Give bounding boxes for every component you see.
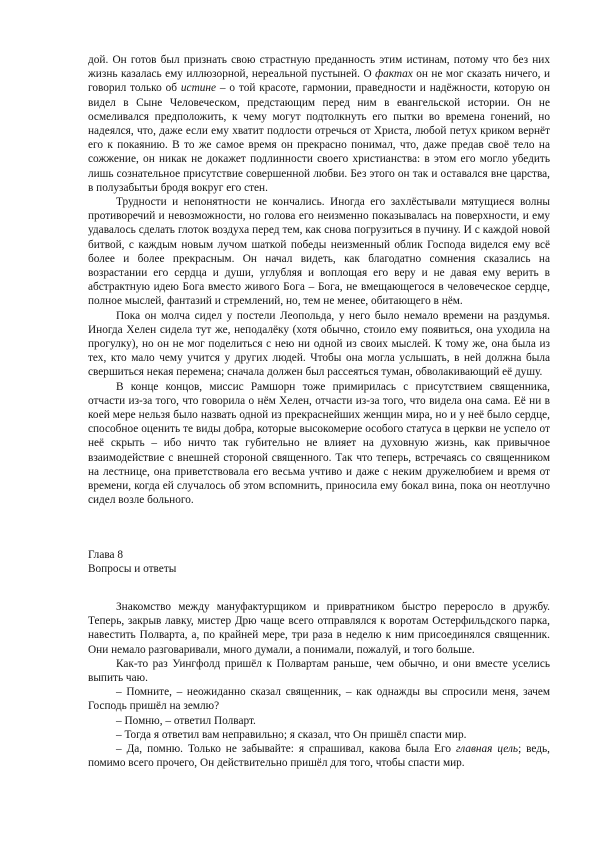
text-run: он не мог сказать ничего, и говорил только об — [88, 68, 550, 95]
emphasis-text: фактах — [375, 68, 413, 81]
text-run: – о той красоте, гармонии, праведности и надёжности, которую он видел в Сыне Человеческом, предстающим перед ним в евангельской истории. Он не осмеливался предположить, к чему могут подтолкнуть его пытки во времена гонений, но надеялся, что, даже если ему хватит подлости отречься от Христа, любой петух криком вернёт его к покаянию. В то же самое время он прекрасно понимал, что, даже предав своё тело на сожжение, он никак не докажет подлинности своего христианства: в этом его могло убедить лишь сознательное присутствие совершенной любви. Без этого он так и оставался вне царства, в полузабытьи бродя вокруг его стен. — [88, 82, 550, 194]
paragraph: В конце концов, миссис Рамшорн тоже примирилась с присутствием священника, отчасти из-за того, что говорила о нём Хелен, отчасти из-за того, что видела она сама. Её ни в коей мере нельзя было назвать одной из прекраснейших женщин мира, но и у неё было сердце, способное оценить те виды добра, которые высокомерие особого статуса в церкви не успело от неё скрыть – ибо ничто так губительно не влияет на духовную жизнь, как привычное взаимодействие с внешней стороной священного. Так что теперь, встречаясь со священником на лестнице, она приветствовала его весьма учтиво и даже с неким дружелюбием и время от времени, когда ей случалось об этом вспомнить, приносила ему бокал вина, пока он неотлучно сидел возле больного. — [88, 380, 550, 507]
chapter-title: Вопросы и ответы — [88, 562, 177, 575]
text-run: – Да, помню. Только не забывайте: я спрашивал, какова была Его — [116, 742, 456, 755]
dialogue-line: – Тогда я ответил вам неправильно; я сказал, что Он пришёл спасти мир. — [116, 728, 467, 741]
dialogue-line: – Помню, – ответил Полварт. — [116, 714, 256, 727]
spacer — [88, 576, 550, 600]
emphasis-text: истине — [180, 82, 216, 95]
paragraph: Трудности и непонятности не кончались. Иногда его захлёстывали мятущиеся волны противоречий и невозможности, но голова его неизменно показывалась на поверхности, и ему удавалось сделать глоток воздуха перед тем, как снова погрузиться в пучину. И с каждой новой битвой, с каждым новым лучом шаткой победы неизменный облик Господа виделся ему всё более и более прекрасным. Он начал видеть, как благодатно сомнения сказались на возрастании его сердца и души, углубляя и воплощая его веру и не давая ему верить в абстрактную идею Бога вместо живого Бога – Бога, не вмещающегося в человеческое сердце, полное мыслей, фантазий и стремлений, но, тем не менее, обитающего в нём. — [88, 196, 550, 308]
dialogue-line — [88, 742, 550, 770]
text-run: ; ведь, помимо всего прочего, Он действительно пришёл для того, чтобы спасти мир. — [88, 742, 550, 770]
chapter-number: Глава 8 — [88, 548, 124, 561]
paragraph: Как-то раз Уингфолд пришёл к Полвартам раньше, чем обычно, и они вместе уселись выпить чаю. — [88, 657, 550, 684]
paragraph: Пока он молча сидел у постели Леопольда, у него было немало времени на раздумья. Иногда Хелен сидела тут же, неподалёку (хотя обычно, стоило ему появиться, она уходила на прогулку), но он не мог поделиться с нею ни одной из своих мыслей. К тому же, она была из тех, кто мало чему учится у других людей. Чтобы она могла услышать, в ней должна была свершиться некая перемена; сначала должен был рассеяться туман, обволакивающий её душу. — [88, 309, 550, 379]
text-run: дой. Он готов был признать свою страстную преданность этим истинам, потому что без них жизнь казалась ему иллюзорной, нереальной пустыней. О — [88, 54, 550, 81]
dialogue-line: – Помните, – неожиданно сказал священник, – как однажды вы спросили меня, зачем Господь пришёл на землю? — [88, 686, 550, 713]
emphasis-text: главная цель — [456, 742, 519, 755]
paragraph: Знакомство между мануфактурщиком и привратником быстро переросло в дружбу. Теперь, закрыв лавку, мистер Дрю чаще всего отправлялся к воротам Остерфильдского парка, навестить Полварта, а, по крайней мере, три раза в неделю к ним присоединялся священник. Они немало разговаривали, много думали, а понимали, пожалуй, и того больше. — [88, 600, 550, 656]
spacer — [88, 508, 550, 548]
document-page — [88, 53, 550, 770]
paragraph — [88, 53, 550, 195]
